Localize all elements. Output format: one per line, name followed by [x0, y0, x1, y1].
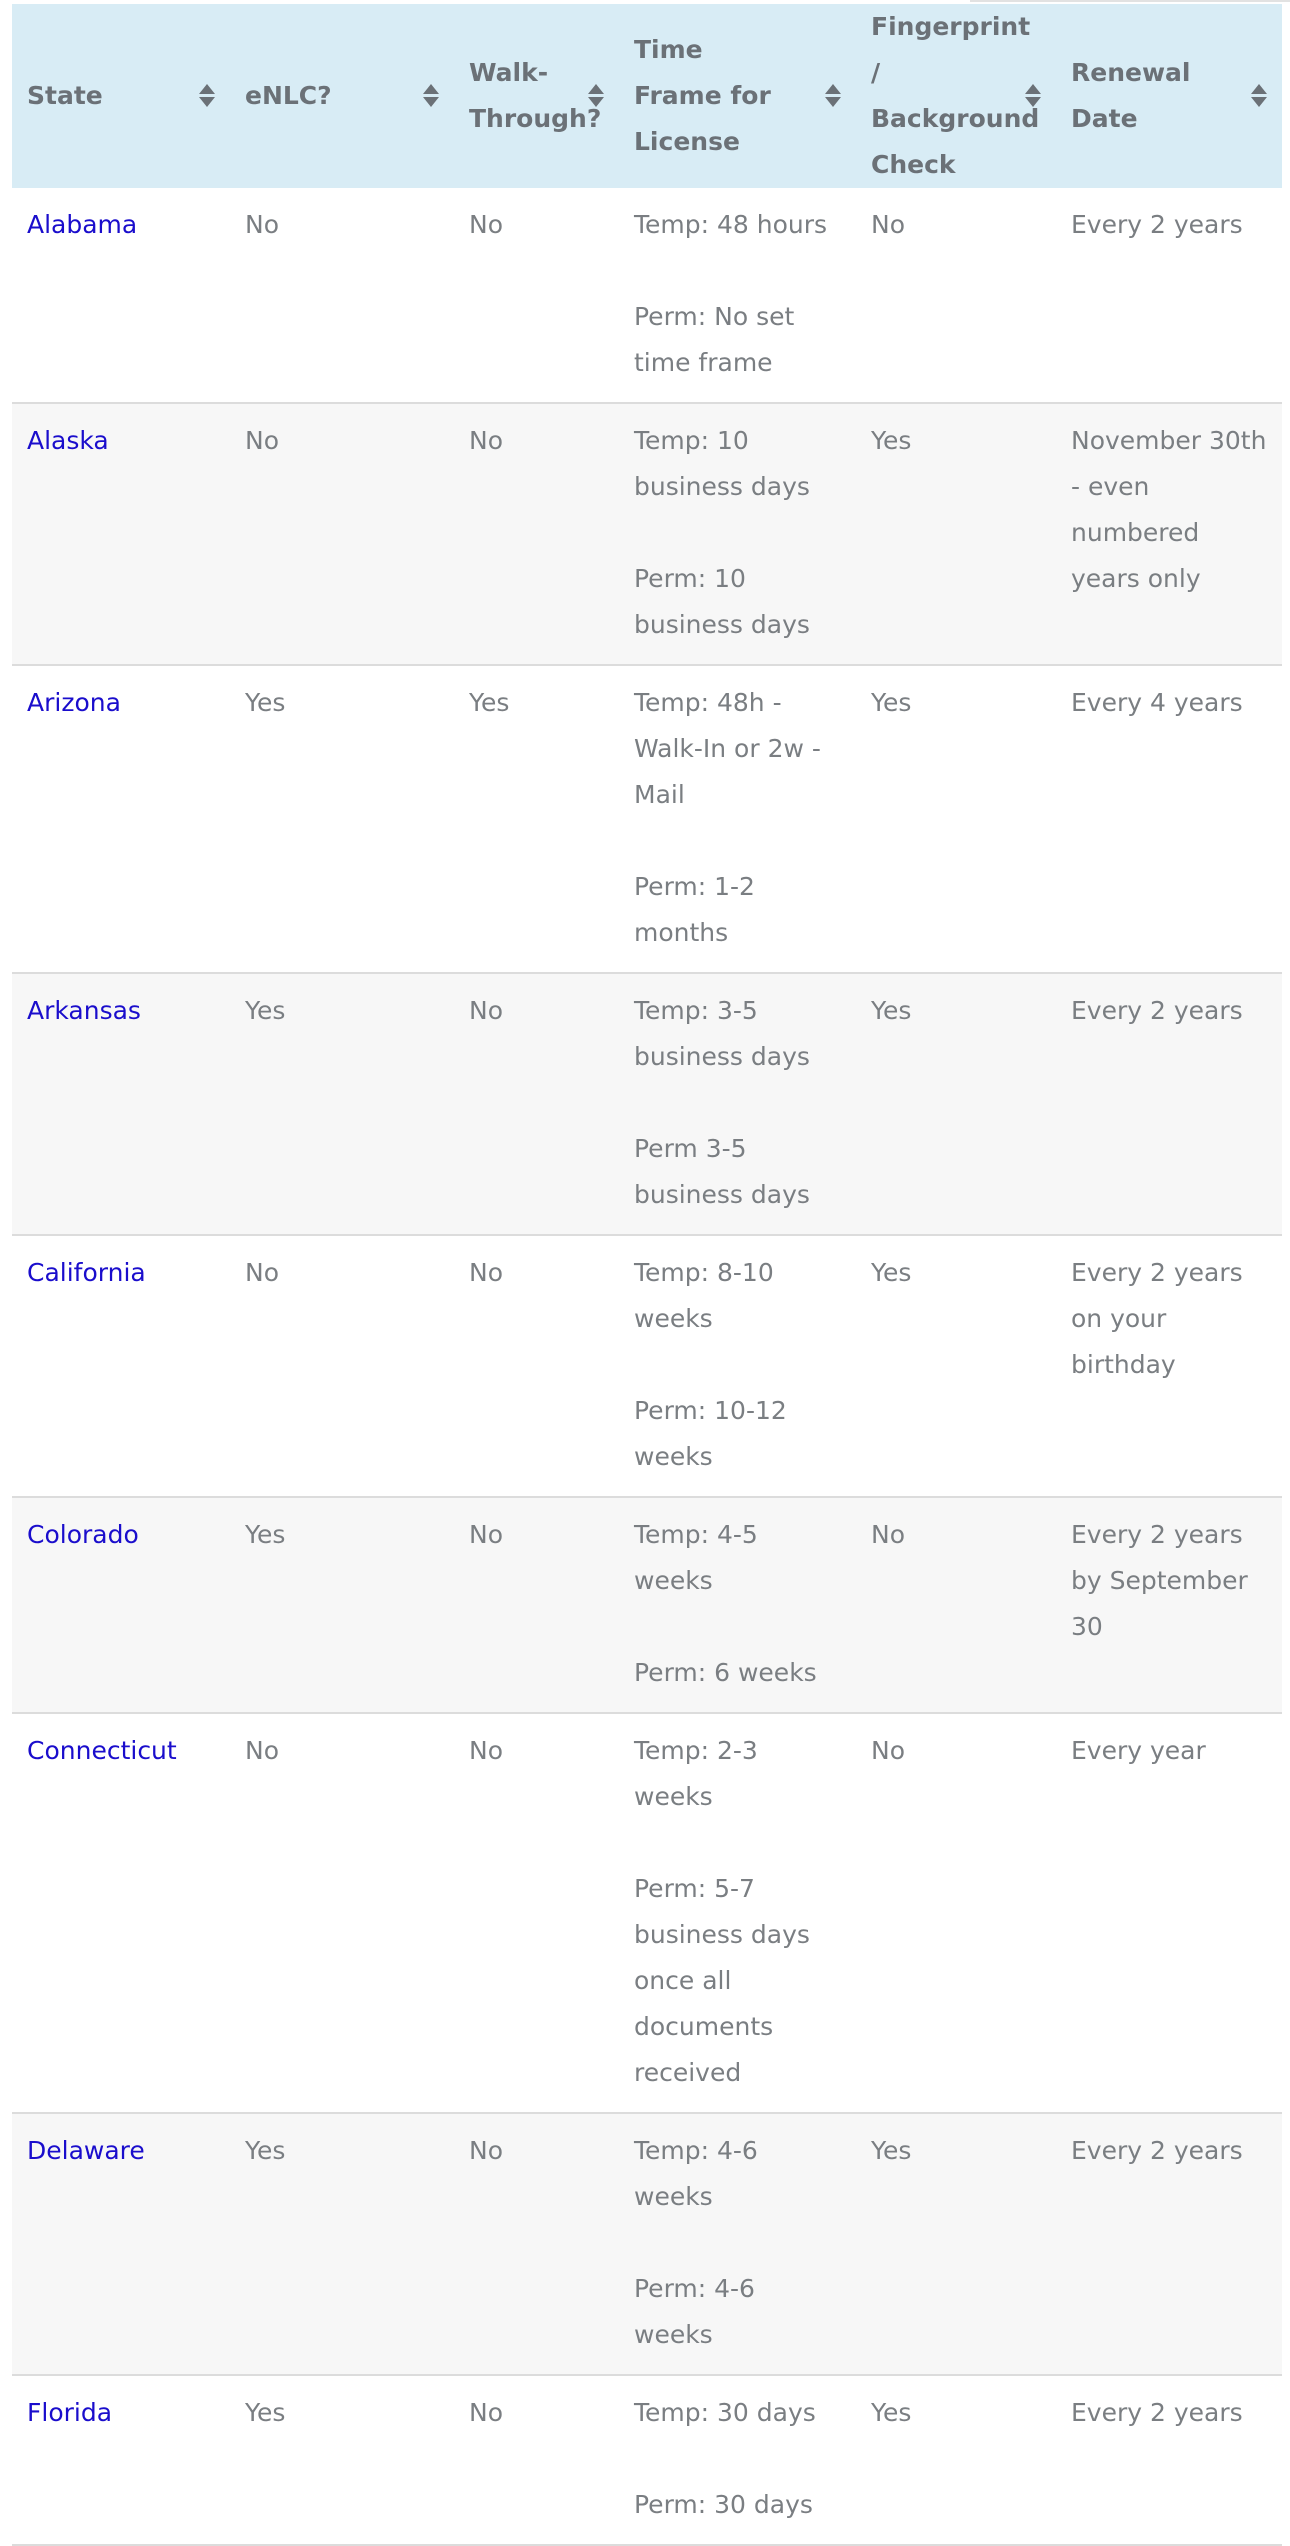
table-row: [12, 973, 1282, 1235]
enlc-cell: No: [230, 403, 454, 665]
time-frame-cell: [619, 1235, 856, 1497]
enlc-cell: Yes: [230, 1497, 454, 1713]
state-link[interactable]: Delaware: [12, 2113, 230, 2375]
temp-time-frame: Temp: 48 hours: [634, 210, 828, 239]
time-frame-cell: [619, 2113, 856, 2375]
perm-time-frame: Perm: 10 business days: [634, 564, 810, 639]
sort-icon[interactable]: [198, 84, 216, 108]
perm-time-frame: Perm: 5-7 business days once all documents received: [634, 1874, 810, 2087]
state-link[interactable]: Arkansas: [12, 973, 230, 1235]
renewal-date-cell: Every 2 years on your birthday: [1056, 1235, 1282, 1497]
column-header-state[interactable]: [12, 4, 230, 188]
sort-icon[interactable]: [1024, 84, 1042, 108]
table-row: [12, 2113, 1282, 2375]
state-link[interactable]: Colorado: [12, 1497, 230, 1713]
table-body: [12, 188, 1282, 2545]
temp-time-frame: Temp: 3-5 business days: [634, 996, 810, 1071]
fingerprint-cell: Yes: [856, 2113, 1056, 2375]
time-frame-cell: [619, 188, 856, 403]
renewal-date-cell: Every 2 years: [1056, 2113, 1282, 2375]
fingerprint-cell: No: [856, 1713, 1056, 2113]
state-link[interactable]: Alaska: [12, 403, 230, 665]
column-header-enlc[interactable]: [230, 4, 454, 188]
column-header-renewal-date[interactable]: [1056, 4, 1282, 188]
column-header-time-frame[interactable]: [619, 4, 856, 188]
license-comparison-table-container: [12, 4, 1282, 2546]
renewal-date-cell: Every year: [1056, 1713, 1282, 2113]
perm-time-frame: Perm: No set time frame: [634, 302, 795, 377]
column-header-walk-through[interactable]: [454, 4, 619, 188]
column-header-label: Renewal Date: [1071, 58, 1191, 133]
sort-icon[interactable]: [1250, 84, 1268, 108]
fingerprint-cell: Yes: [856, 1235, 1056, 1497]
column-header-label: Fingerprint / Background Check: [871, 12, 1040, 179]
enlc-cell: No: [230, 188, 454, 403]
perm-time-frame: Perm: 6 weeks: [634, 1658, 817, 1687]
table-row: [12, 1497, 1282, 1713]
table-header: [12, 4, 1282, 188]
enlc-cell: No: [230, 1235, 454, 1497]
walk-through-cell: No: [454, 1713, 619, 2113]
temp-time-frame: Temp: 2-3 weeks: [634, 1736, 758, 1811]
state-link[interactable]: California: [12, 1235, 230, 1497]
temp-time-frame: Temp: 8-10 weeks: [634, 1258, 774, 1333]
walk-through-cell: No: [454, 1235, 619, 1497]
renewal-date-cell: Every 2 years: [1056, 973, 1282, 1235]
walk-through-cell: No: [454, 188, 619, 403]
temp-time-frame: Temp: 4-5 weeks: [634, 1520, 758, 1595]
fingerprint-cell: Yes: [856, 973, 1056, 1235]
enlc-cell: Yes: [230, 2113, 454, 2375]
header-row: [12, 4, 1282, 188]
walk-through-cell: No: [454, 403, 619, 665]
renewal-date-cell: Every 2 years: [1056, 2375, 1282, 2545]
renewal-date-cell: November 30th - even numbered years only: [1056, 403, 1282, 665]
table-row: [12, 1713, 1282, 2113]
table-row: [12, 1235, 1282, 1497]
fingerprint-cell: Yes: [856, 403, 1056, 665]
top-scrollbar-strip: [970, 0, 1290, 2]
renewal-date-cell: Every 4 years: [1056, 665, 1282, 973]
perm-time-frame: Perm: 10-12 weeks: [634, 1396, 787, 1471]
renewal-date-cell: Every 2 years by September 30: [1056, 1497, 1282, 1713]
time-frame-cell: [619, 973, 856, 1235]
table-row: [12, 188, 1282, 403]
temp-time-frame: Temp: 30 days: [634, 2398, 816, 2427]
perm-time-frame: Perm: 1-2 months: [634, 872, 755, 947]
perm-time-frame: Perm: 4-6 weeks: [634, 2274, 755, 2349]
temp-time-frame: Temp: 10 business days: [634, 426, 810, 501]
state-link[interactable]: Florida: [12, 2375, 230, 2545]
license-comparison-table: [12, 4, 1282, 2546]
column-header-label: Time Frame for License: [634, 35, 771, 156]
fingerprint-cell: Yes: [856, 665, 1056, 973]
time-frame-cell: [619, 1497, 856, 1713]
perm-time-frame: Perm: 30 days: [634, 2490, 813, 2519]
fingerprint-cell: No: [856, 188, 1056, 403]
time-frame-cell: [619, 1713, 856, 2113]
enlc-cell: Yes: [230, 2375, 454, 2545]
table-row: [12, 403, 1282, 665]
time-frame-cell: [619, 2375, 856, 2545]
column-header-label: State: [27, 81, 103, 110]
column-header-label: eNLC?: [245, 81, 332, 110]
temp-time-frame: Temp: 48h - Walk-In or 2w - Mail: [634, 688, 821, 809]
walk-through-cell: No: [454, 1497, 619, 1713]
table-row: [12, 665, 1282, 973]
state-link[interactable]: Arizona: [12, 665, 230, 973]
fingerprint-cell: No: [856, 1497, 1056, 1713]
perm-time-frame: Perm 3-5 business days: [634, 1134, 810, 1209]
sort-icon[interactable]: [422, 84, 440, 108]
column-header-label: Walk-Through?: [469, 58, 602, 133]
walk-through-cell: No: [454, 2113, 619, 2375]
column-header-fingerprint[interactable]: [856, 4, 1056, 188]
time-frame-cell: [619, 665, 856, 973]
state-link[interactable]: Connecticut: [12, 1713, 230, 2113]
renewal-date-cell: Every 2 years: [1056, 188, 1282, 403]
sort-icon[interactable]: [824, 84, 842, 108]
enlc-cell: Yes: [230, 973, 454, 1235]
walk-through-cell: No: [454, 2375, 619, 2545]
table-row: [12, 2375, 1282, 2545]
enlc-cell: Yes: [230, 665, 454, 973]
fingerprint-cell: Yes: [856, 2375, 1056, 2545]
state-link[interactable]: Alabama: [12, 188, 230, 403]
time-frame-cell: [619, 403, 856, 665]
temp-time-frame: Temp: 4-6 weeks: [634, 2136, 758, 2211]
sort-icon[interactable]: [587, 84, 605, 108]
walk-through-cell: Yes: [454, 665, 619, 973]
walk-through-cell: No: [454, 973, 619, 1235]
enlc-cell: No: [230, 1713, 454, 2113]
